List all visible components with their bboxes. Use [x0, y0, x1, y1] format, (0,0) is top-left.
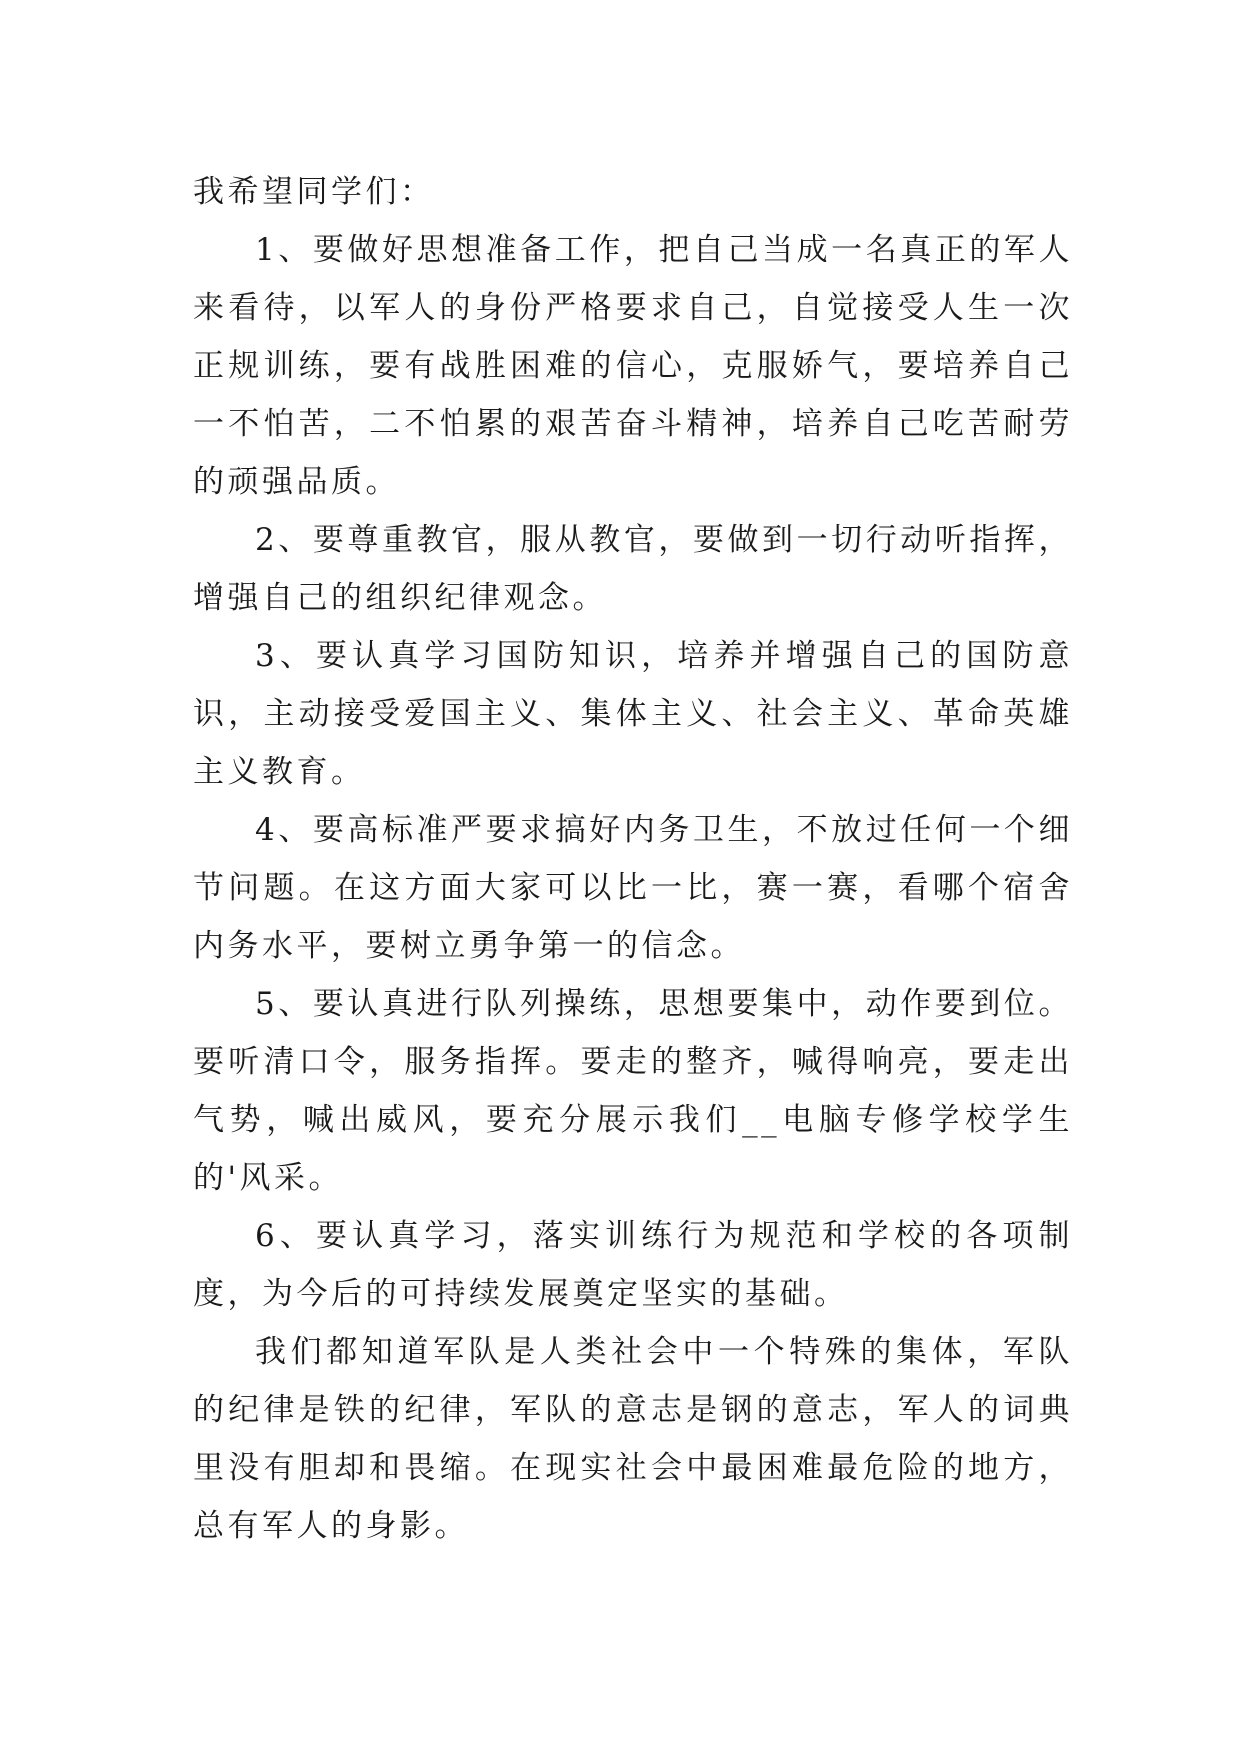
point-1-paragraph: 1、要做好思想准备工作，把自己当成一名真正的军人来看待，以军人的身份严格要求自己，自觉接受人生一次正规训练，要有战胜困难的信心，克服娇气，要培养自己一不怕苦，二不怕累的艰苦奋斗精神，培养自己吃苦耐劳的顽强品质。: [193, 232, 1073, 500]
intro-paragraph: 我希望同学们：: [193, 174, 435, 210]
point-6-paragraph: 6、要认真学习，落实训练行为规范和学校的各项制度，为今后的可持续发展奠定坚实的基础。: [193, 1218, 1073, 1312]
point-2-paragraph: 2、要尊重教官，服从教官，要做到一切行动听指挥，增强自己的组织纪律观念。: [193, 522, 1073, 616]
point-5-paragraph: 5、要认真进行队列操练，思想要集中，动作要到位。要听清口令，服务指挥。要走的整齐，喊得响亮，要走出气势，喊出威风，要充分展示我们__电脑专修学校学生的'风采。: [193, 986, 1073, 1196]
document-page: [193, 163, 1073, 1555]
point-4-paragraph: 4、要高标准严要求搞好内务卫生，不放过任何一个细节问题。在这方面大家可以比一比，赛一赛，看哪个宿舍内务水平，要树立勇争第一的信念。: [193, 812, 1073, 964]
point-3-paragraph: 3、要认真学习国防知识，培养并增强自己的国防意识，主动接受爱国主义、集体主义、社会主义、革命英雄主义教育。: [193, 638, 1073, 790]
closing-paragraph: 我们都知道军队是人类社会中一个特殊的集体，军队的纪律是铁的纪律，军队的意志是钢的意志，军人的词典里没有胆却和畏缩。在现实社会中最困难最危险的地方，总有军人的身影。: [193, 1334, 1073, 1544]
